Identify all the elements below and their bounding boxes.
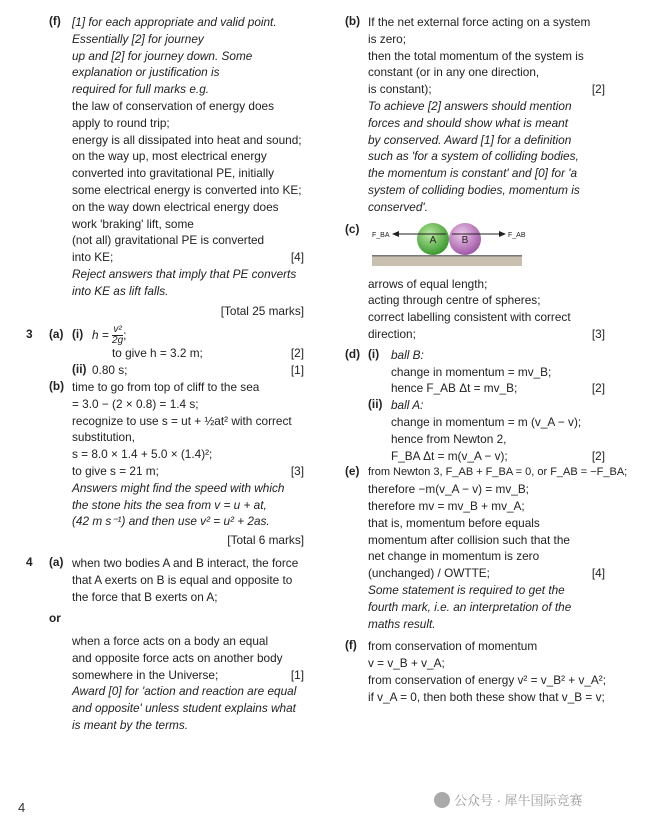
marking-note: by conserved. Award [1] for a definition <box>368 132 572 147</box>
answer-text: direction; <box>368 326 416 341</box>
mark: [4] <box>591 566 605 581</box>
answer-line: change in momentum = m (v_A − v); <box>391 414 582 429</box>
answer-line: time to go from top of cliff to the sea <box>72 379 260 394</box>
answer-line: that A exerts on B is equal and opposite to <box>72 572 293 587</box>
part-label: (e) <box>345 464 360 479</box>
answer-line: hence from Newton 2, <box>391 431 507 446</box>
answer-f <box>32 14 304 319</box>
answer-line: some electrical energy is converted into KE; <box>72 182 302 197</box>
force-ab-arrowhead <box>499 231 506 237</box>
answer-line: therefore −m(v_A − v) = mv_B; <box>368 482 529 497</box>
wechat-icon <box>434 792 450 808</box>
question-number: 4 <box>26 554 33 569</box>
answer-line: correct labelling consistent with correct <box>368 310 571 325</box>
marking-note: required for full marks e.g. <box>72 82 210 97</box>
marking-note: Award [0] for 'action and reaction are equal <box>72 684 297 699</box>
answer-line: momentum after collision such that the <box>368 532 570 547</box>
marking-note: fourth mark, i.e. an interpretation of the <box>368 599 572 614</box>
answer-text: somewhere in the Universe; <box>72 667 219 682</box>
answer-line: If the net external force acting on a system <box>368 15 591 29</box>
force-ba-arrowhead <box>392 231 399 237</box>
force-ab-label: F_AB <box>508 231 526 239</box>
watermark-text: 公众号 · 犀牛国际竞赛 <box>454 793 583 808</box>
right-column <box>345 14 628 705</box>
marking-note: To achieve [2] answers should mention <box>368 98 572 113</box>
answer-line: change in momentum = mv_B; <box>391 364 552 379</box>
part-label: (b) <box>345 14 361 28</box>
answer-text: to give h = 3.2 m; <box>112 346 203 361</box>
subpart-label: (i) <box>368 346 380 361</box>
part-label: (d) <box>345 346 361 361</box>
answer-text: hence F_AB Δt = mv_B; <box>391 381 518 396</box>
mark: [4] <box>290 250 304 265</box>
answer-line: from conservation of momentum <box>368 639 538 654</box>
answer-line <box>72 667 304 684</box>
mark: [2] <box>290 346 304 361</box>
answer-line: the law of conservation of energy does <box>72 98 274 113</box>
subpart-label: (ii) <box>368 397 383 412</box>
answer-text: 0.80 s; <box>92 363 128 378</box>
total-marks: [Total 25 marks] <box>220 303 304 318</box>
mark: [2] <box>591 448 605 463</box>
ground-line <box>372 255 522 257</box>
marking-note: into KE as lift falls. <box>72 283 169 298</box>
left-column <box>26 14 304 734</box>
answer-c <box>345 222 605 343</box>
answer-line: arrows of equal length; <box>368 276 488 291</box>
marking-note: the stone hits the sea from v = u + at, <box>72 497 267 512</box>
part-label: (f) <box>49 14 61 28</box>
answer-line: when two bodies A and B interact, the force <box>72 555 299 570</box>
marking-note: and opposite' unless student explains what <box>72 701 296 716</box>
mark: [1] <box>290 363 304 378</box>
mark: [2] <box>591 381 605 396</box>
part-label: (f) <box>345 638 357 653</box>
marking-note: Some statement is required to get the <box>368 582 565 597</box>
ground-surface <box>372 256 522 266</box>
watermark <box>434 790 583 809</box>
marking-note: conserved'. <box>368 199 428 214</box>
answer-line: substitution, <box>72 430 135 445</box>
marking-note: forces and should show what is meant <box>368 115 568 130</box>
mark: [3] <box>290 463 304 478</box>
answer-line: on the way up, most electrical energy <box>72 149 267 164</box>
answer-b <box>345 14 605 216</box>
answer-line <box>391 448 605 465</box>
marking-note: up and [2] for journey down. Some <box>72 48 253 63</box>
ball-a-label: A <box>429 234 437 246</box>
subpart-title: ball B: <box>391 347 424 362</box>
subpart-label: (i) <box>72 327 84 342</box>
answer-line <box>368 326 605 343</box>
answer-line: is zero; <box>368 31 407 46</box>
marking-note: is meant by the terms. <box>72 718 189 733</box>
formula-line: h = $\frac{\text{v²}}{2g}$ ; <box>92 323 127 346</box>
answer-line: acting through centre of spheres; <box>368 293 541 308</box>
marking-note: explanation or justification is <box>72 65 220 80</box>
answer-line: then the total momentum of the system is <box>368 48 584 63</box>
marking-note: maths result. <box>368 616 436 631</box>
marking-note: (42 m s⁻¹) and then use v² = u² + 2as. <box>72 514 270 529</box>
or-separator: or <box>49 611 61 626</box>
ball-b-label: B <box>461 234 469 246</box>
answer-line: the force that B exerts on A; <box>72 589 218 604</box>
question-3 <box>26 323 304 549</box>
answer-line: s = 8.0 × 1.4 + 5.0 × (1.4)²; <box>72 447 213 462</box>
answer-line: on the way down electrical energy does <box>72 199 279 214</box>
marking-note: Reject answers that imply that PE converts <box>72 266 297 281</box>
answer-text: is constant); <box>368 82 432 97</box>
subpart-title: ball A: <box>391 398 424 413</box>
answer-d <box>345 347 605 465</box>
part-label: (c) <box>345 221 360 236</box>
answer-text: to give s = 21 m; <box>72 463 159 478</box>
answer-f-right <box>345 638 605 705</box>
mark: [2] <box>591 82 605 97</box>
total-marks: [Total 6 marks] <box>227 533 304 548</box>
answer-line: = 3.0 − (2 × 0.8) = 1.4 s; <box>72 396 199 411</box>
answer-line <box>391 380 605 397</box>
marking-note: [1] for each appropriate and valid point. <box>72 15 277 29</box>
part-label: (a) <box>49 327 64 342</box>
marking-note: system of colliding bodies, momentum is <box>368 182 580 197</box>
answer-text: F_BA Δt = m(v_A − v); <box>391 448 508 463</box>
answer-line: when a force acts on a body an equal <box>72 634 269 649</box>
answer-line: net change in momentum is zero <box>368 549 540 564</box>
answer-text: (unchanged) / OWTTE; <box>368 566 490 581</box>
mark: [3] <box>591 326 605 341</box>
answer-line: therefore mv = mv_B + mv_A; <box>368 498 525 513</box>
answer-line: if v_A = 0, then both these show that v_B = v; <box>368 689 605 704</box>
page-number: 4 <box>18 800 26 815</box>
question-4 <box>26 554 304 734</box>
answer-line <box>368 81 605 98</box>
marking-note: the momentum is constant' and [0] for 'a <box>368 166 578 181</box>
marking-note: Answers might find the speed with which <box>72 480 285 495</box>
mark: [1] <box>290 667 304 682</box>
answer-line: (not all) gravitational PE is converted <box>72 233 265 248</box>
part-label: (b) <box>49 378 65 393</box>
marking-note: Essentially [2] for journey <box>72 31 204 46</box>
answer-line <box>72 249 304 266</box>
question-number: 3 <box>26 327 33 342</box>
answer-line: and opposite force acts on another body <box>72 650 283 665</box>
answer-line: v = v_B + v_A; <box>368 656 445 671</box>
answer-line: constant (or in any one direction, <box>368 65 540 80</box>
answer-text: into KE; <box>72 250 114 265</box>
answer-line: from Newton 3, F_AB + F_BA = 0, or F_AB = −F_BA; <box>368 466 628 479</box>
answer-line: work 'braking' lift, some <box>72 216 194 231</box>
answer-line <box>92 345 304 362</box>
answer-line: from conservation of energy v² = v_B² + v_A²; <box>368 672 607 687</box>
force-ba-label: F_BA <box>372 231 390 239</box>
answer-line <box>368 565 605 582</box>
answer-line: recognize to use s = ut + ½at² with correct <box>72 413 292 428</box>
answer-line: apply to round trip; <box>72 115 170 130</box>
subpart-label: (ii) <box>72 362 87 377</box>
part-label: (a) <box>49 554 64 569</box>
marking-note: such as 'for a system of colliding bodies, <box>368 149 579 164</box>
answer-line: energy is all dissipated into heat and sound; <box>72 132 302 147</box>
answer-line: converted into gravitational PE, initially <box>72 166 274 181</box>
answer-line: that is, momentum before equals <box>368 515 540 530</box>
answer-line <box>72 463 304 480</box>
answer-e <box>345 464 628 632</box>
collision-diagram <box>368 222 528 270</box>
